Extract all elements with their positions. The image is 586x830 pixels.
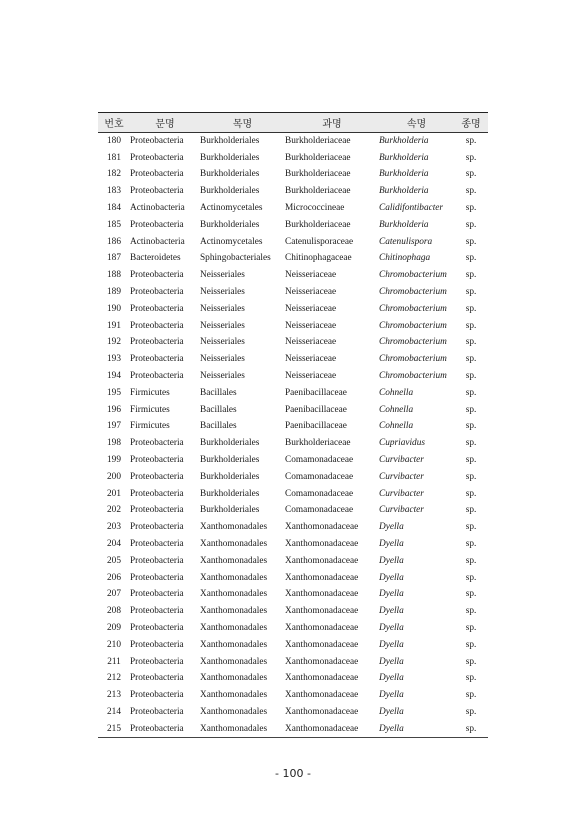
cell-number: 206 [107, 572, 121, 583]
header-phylum: 문명 [155, 119, 175, 130]
cell-number: 195 [107, 387, 121, 398]
cell-species: sp. [465, 706, 477, 717]
cell-phylum: Proteobacteria [130, 471, 184, 482]
cell-number: 212 [107, 673, 121, 684]
table-row [98, 216, 488, 233]
cell-genus: Burkholderia [379, 152, 429, 163]
cell-family: Burkholderiaceae [285, 438, 351, 449]
table-row [98, 200, 488, 217]
table-row [98, 300, 488, 317]
cell-number: 197 [107, 421, 121, 432]
cell-family: Neisseriaceae [285, 371, 337, 382]
cell-phylum: Proteobacteria [130, 354, 184, 365]
cell-family: Xanthomonadaceae [285, 656, 359, 667]
cell-species: sp. [465, 404, 477, 415]
header-species: 종명 [461, 119, 481, 130]
cell-number: 203 [107, 522, 121, 533]
cell-genus: Catenulispora [379, 236, 433, 247]
cell-family: Paenibacillaceae [285, 421, 347, 432]
cell-order: Xanthomonadales [200, 555, 268, 566]
cell-genus: Dyella [379, 572, 404, 583]
cell-phylum: Proteobacteria [130, 555, 184, 566]
cell-phylum: Proteobacteria [130, 690, 184, 701]
cell-order: Xanthomonadales [200, 673, 268, 684]
cell-number: 181 [107, 152, 121, 163]
cell-number: 207 [107, 589, 121, 600]
cell-species: sp. [465, 505, 477, 516]
cell-genus: Dyella [379, 690, 404, 701]
cell-order: Bacillales [200, 404, 237, 415]
cell-species: sp. [465, 387, 477, 398]
cell-order: Burkholderiales [200, 471, 260, 482]
cell-number: 196 [107, 404, 121, 415]
cell-genus: Chromobacterium [379, 287, 447, 298]
cell-genus: Burkholderia [379, 186, 429, 197]
cell-species: sp. [465, 690, 477, 701]
cell-number: 204 [107, 539, 121, 550]
cell-family: Comamonadaceae [285, 471, 354, 482]
table-row [98, 250, 488, 267]
cell-genus: Dyella [379, 723, 404, 734]
table-row [98, 384, 488, 401]
cell-family: Xanthomonadaceae [285, 555, 359, 566]
cell-phylum: Proteobacteria [130, 152, 184, 163]
cell-genus: Chromobacterium [379, 270, 447, 281]
cell-phylum: Proteobacteria [130, 488, 184, 499]
cell-species: sp. [465, 152, 477, 163]
cell-phylum: Proteobacteria [130, 606, 184, 617]
cell-family: Chitinophagaceae [285, 253, 352, 264]
cell-number: 192 [107, 337, 121, 348]
cell-order: Burkholderiales [200, 186, 260, 197]
cell-family: Neisseriaceae [285, 354, 337, 365]
cell-family: Xanthomonadaceae [285, 639, 359, 650]
cell-phylum: Proteobacteria [130, 320, 184, 331]
table-row [98, 183, 488, 200]
cell-species: sp. [465, 572, 477, 583]
cell-order: Burkholderiales [200, 219, 260, 230]
table-row [98, 149, 488, 166]
table-row [98, 603, 488, 620]
cell-genus: Dyella [379, 623, 404, 633]
cell-order: Burkholderiales [200, 505, 260, 516]
cell-genus: Dyella [379, 589, 404, 600]
table-row [98, 418, 488, 435]
cell-family: Xanthomonadaceae [285, 606, 359, 617]
taxonomy-table [98, 112, 488, 738]
cell-number: 205 [107, 555, 121, 566]
cell-order: Xanthomonadales [200, 706, 268, 717]
cell-family: Paenibacillaceae [285, 404, 347, 415]
table-header [98, 113, 488, 133]
cell-genus: Dyella [379, 555, 404, 566]
cell-family: Burkholderiaceae [285, 186, 351, 197]
cell-species: sp. [465, 320, 477, 331]
table-row [98, 620, 488, 637]
cell-species: sp. [465, 606, 477, 617]
cell-species: sp. [465, 219, 477, 230]
cell-phylum: Actinobacteria [130, 203, 185, 214]
cell-family: Xanthomonadaceae [285, 522, 359, 533]
cell-species: sp. [465, 169, 477, 180]
cell-phylum: Proteobacteria [130, 287, 184, 298]
table-row [98, 636, 488, 653]
header-family: 과명 [322, 119, 342, 130]
cell-phylum: Proteobacteria [130, 539, 184, 550]
cell-family: Burkholderiaceae [285, 169, 351, 180]
cell-number: 198 [107, 438, 121, 449]
cell-family: Micrococcineae [285, 203, 345, 214]
cell-order: Neisseriales [200, 371, 245, 382]
cell-genus: Curvibacter [379, 471, 424, 482]
cell-genus: Chromobacterium [379, 354, 447, 365]
cell-number: 208 [107, 606, 121, 617]
cell-genus: Burkholderia [379, 219, 429, 230]
cell-genus: Burkholderia [379, 136, 429, 147]
table-row [98, 468, 488, 485]
cell-order: Burkholderiales [200, 169, 260, 180]
cell-order: Xanthomonadales [200, 606, 268, 617]
cell-genus: Dyella [379, 606, 404, 617]
cell-order: Xanthomonadales [200, 639, 268, 650]
cell-genus: Dyella [379, 656, 404, 667]
cell-order: Xanthomonadales [200, 723, 268, 734]
cell-order: Actinomycetales [200, 203, 263, 214]
cell-order: Neisseriales [200, 270, 245, 281]
cell-phylum: Actinobacteria [130, 236, 185, 247]
cell-species: sp. [465, 337, 477, 348]
cell-family: Paenibacillaceae [285, 387, 347, 398]
cell-phylum: Proteobacteria [130, 723, 184, 734]
cell-family: Burkholderiaceae [285, 219, 351, 230]
cell-species: sp. [465, 303, 477, 314]
cell-phylum: Proteobacteria [130, 438, 184, 449]
cell-order: Actinomycetales [200, 236, 263, 247]
header-number: 번호 [104, 119, 124, 130]
cell-genus: Chitinophaga [379, 253, 431, 264]
table-row [98, 502, 488, 519]
cell-family: Xanthomonadaceae [285, 723, 359, 734]
cell-phylum: Proteobacteria [130, 136, 184, 147]
cell-species: sp. [465, 287, 477, 298]
cell-genus: Chromobacterium [379, 337, 447, 348]
cell-number: 211 [107, 656, 121, 667]
cell-species: sp. [465, 203, 477, 214]
table-row [98, 233, 488, 250]
cell-family: Xanthomonadaceae [285, 539, 359, 550]
table-row [98, 485, 488, 502]
table-row [98, 452, 488, 469]
cell-phylum: Proteobacteria [130, 169, 184, 180]
cell-species: sp. [465, 673, 477, 684]
cell-phylum: Proteobacteria [130, 303, 184, 314]
cell-order: Neisseriales [200, 354, 245, 365]
cell-number: 188 [107, 270, 121, 281]
cell-species: sp. [465, 186, 477, 197]
cell-number: 193 [107, 354, 121, 365]
cell-family: Xanthomonadaceae [285, 706, 359, 717]
cell-species: sp. [465, 236, 477, 247]
cell-order: Neisseriales [200, 303, 245, 314]
header-row [98, 113, 488, 133]
cell-order: Sphingobacteriales [200, 253, 271, 264]
cell-order: Burkholderiales [200, 438, 260, 449]
cell-order: Xanthomonadales [200, 539, 268, 550]
cell-family: Neisseriaceae [285, 287, 337, 298]
cell-order: Burkholderiales [200, 455, 260, 466]
cell-genus: Chromobacterium [379, 371, 447, 382]
cell-species: sp. [465, 656, 477, 667]
cell-phylum: Proteobacteria [130, 505, 184, 516]
cell-genus: Chromobacterium [379, 320, 447, 331]
cell-number: 200 [107, 471, 121, 482]
table-row [98, 133, 488, 150]
table-body [98, 133, 488, 738]
table-row [98, 519, 488, 536]
cell-species: sp. [465, 354, 477, 365]
cell-order: Bacillales [200, 421, 237, 432]
cell-family: Comamonadaceae [285, 455, 354, 466]
cell-number: 184 [107, 203, 121, 214]
cell-phylum: Proteobacteria [130, 270, 184, 281]
cell-phylum: Proteobacteria [130, 572, 184, 583]
cell-family: Xanthomonadaceae [285, 572, 359, 583]
cell-order: Neisseriales [200, 287, 245, 298]
table-row [98, 569, 488, 586]
cell-family: Catenulisporaceae [285, 236, 354, 247]
cell-order: Xanthomonadales [200, 589, 268, 600]
table-row [98, 586, 488, 603]
cell-species: sp. [465, 555, 477, 566]
table-row [98, 401, 488, 418]
table-row [98, 284, 488, 301]
cell-order: Xanthomonadales [200, 656, 268, 667]
cell-number: 214 [107, 706, 121, 717]
cell-species: sp. [465, 438, 477, 449]
cell-genus: Burkholderia [379, 169, 429, 180]
cell-phylum: Proteobacteria [130, 656, 184, 667]
cell-number: 189 [107, 287, 121, 298]
cell-phylum: Firmicutes [130, 421, 170, 432]
cell-number: 190 [107, 303, 121, 314]
cell-order: Xanthomonadales [200, 623, 268, 633]
cell-phylum: Firmicutes [130, 404, 170, 415]
cell-phylum: Proteobacteria [130, 706, 184, 717]
header-order: 목명 [232, 119, 253, 130]
cell-genus: Cohnella [379, 387, 414, 398]
cell-species: sp. [465, 471, 477, 482]
cell-genus: Curvibacter [379, 455, 424, 466]
cell-family: Neisseriaceae [285, 270, 337, 281]
cell-family: Xanthomonadaceae [285, 690, 359, 701]
table-row [98, 552, 488, 569]
cell-order: Burkholderiales [200, 136, 260, 147]
cell-family: Neisseriaceae [285, 337, 337, 348]
header-genus: 속명 [406, 119, 427, 130]
cell-species: sp. [465, 136, 477, 147]
table-row [98, 351, 488, 368]
cell-genus: Dyella [379, 522, 404, 533]
table-row [98, 670, 488, 687]
cell-genus: Chromobacterium [379, 303, 447, 314]
cell-phylum: Proteobacteria [130, 186, 184, 197]
taxonomy-table-container [98, 112, 488, 738]
cell-phylum: Proteobacteria [130, 522, 184, 533]
cell-number: 199 [107, 455, 121, 466]
page-number: - 100 - [275, 767, 311, 780]
cell-species: sp. [465, 270, 477, 281]
cell-number: 201 [107, 488, 121, 499]
cell-phylum: Proteobacteria [130, 623, 184, 633]
cell-genus: Calidifontibacter [379, 203, 444, 214]
cell-genus: Dyella [379, 706, 404, 717]
table-row [98, 166, 488, 183]
cell-species: sp. [465, 421, 477, 432]
cell-number: 182 [107, 169, 121, 180]
cell-species: sp. [465, 539, 477, 550]
cell-phylum: Firmicutes [130, 387, 170, 398]
cell-genus: Dyella [379, 539, 404, 550]
table-row [98, 368, 488, 385]
cell-phylum: Bacteroidetes [130, 253, 181, 264]
cell-phylum: Proteobacteria [130, 219, 184, 230]
cell-genus: Dyella [379, 639, 404, 650]
cell-species: sp. [465, 253, 477, 264]
cell-species: sp. [465, 589, 477, 600]
cell-genus: Cupriavidus [379, 438, 425, 449]
cell-phylum: Proteobacteria [130, 589, 184, 600]
cell-family: Comamonadaceae [285, 488, 354, 499]
cell-family: Neisseriaceae [285, 320, 337, 331]
cell-family: Xanthomonadaceae [285, 589, 359, 600]
cell-phylum: Proteobacteria [130, 337, 184, 348]
cell-order: Xanthomonadales [200, 690, 268, 701]
cell-number: 209 [107, 623, 121, 633]
table-row [98, 720, 488, 737]
cell-genus: Cohnella [379, 421, 414, 432]
cell-number: 210 [107, 639, 121, 650]
cell-species: sp. [465, 639, 477, 650]
cell-species: sp. [465, 455, 477, 466]
cell-number: 185 [107, 219, 121, 230]
cell-species: sp. [465, 371, 477, 382]
table-row [98, 536, 488, 553]
table-row [98, 267, 488, 284]
cell-genus: Cohnella [379, 404, 414, 415]
cell-species: sp. [465, 723, 477, 734]
cell-phylum: Proteobacteria [130, 455, 184, 466]
table-row [98, 653, 488, 670]
cell-number: 194 [107, 371, 121, 382]
cell-order: Burkholderiales [200, 152, 260, 163]
cell-phylum: Proteobacteria [130, 639, 184, 650]
cell-family: Neisseriaceae [285, 303, 337, 314]
cell-number: 187 [107, 253, 121, 264]
cell-number: 191 [107, 320, 121, 331]
cell-order: Xanthomonadales [200, 572, 268, 583]
cell-number: 186 [107, 236, 121, 247]
cell-genus: Curvibacter [379, 505, 424, 516]
cell-order: Neisseriales [200, 337, 245, 348]
table-row [98, 704, 488, 721]
cell-order: Neisseriales [200, 320, 245, 331]
table-row [98, 334, 488, 351]
cell-number: 183 [107, 186, 121, 197]
cell-number: 202 [107, 505, 121, 516]
table-row [98, 435, 488, 452]
table-row [98, 317, 488, 334]
cell-family: Burkholderiaceae [285, 152, 351, 163]
cell-family: Burkholderiaceae [285, 136, 351, 147]
cell-number: 215 [107, 723, 121, 734]
cell-order: Xanthomonadales [200, 522, 268, 533]
cell-family: Xanthomonadaceae [285, 673, 359, 684]
cell-family: Xanthomonadaceae [285, 623, 359, 633]
cell-order: Bacillales [200, 387, 237, 398]
cell-species: sp. [465, 522, 477, 533]
cell-order: Burkholderiales [200, 488, 260, 499]
cell-phylum: Proteobacteria [130, 673, 184, 684]
cell-number: 213 [107, 690, 121, 701]
cell-family: Comamonadaceae [285, 505, 354, 516]
table-row [98, 687, 488, 704]
cell-number: 180 [107, 136, 121, 147]
cell-species: sp. [465, 623, 477, 633]
cell-phylum: Proteobacteria [130, 371, 184, 382]
cell-genus: Dyella [379, 673, 404, 684]
cell-genus: Curvibacter [379, 488, 424, 499]
cell-species: sp. [465, 488, 477, 499]
